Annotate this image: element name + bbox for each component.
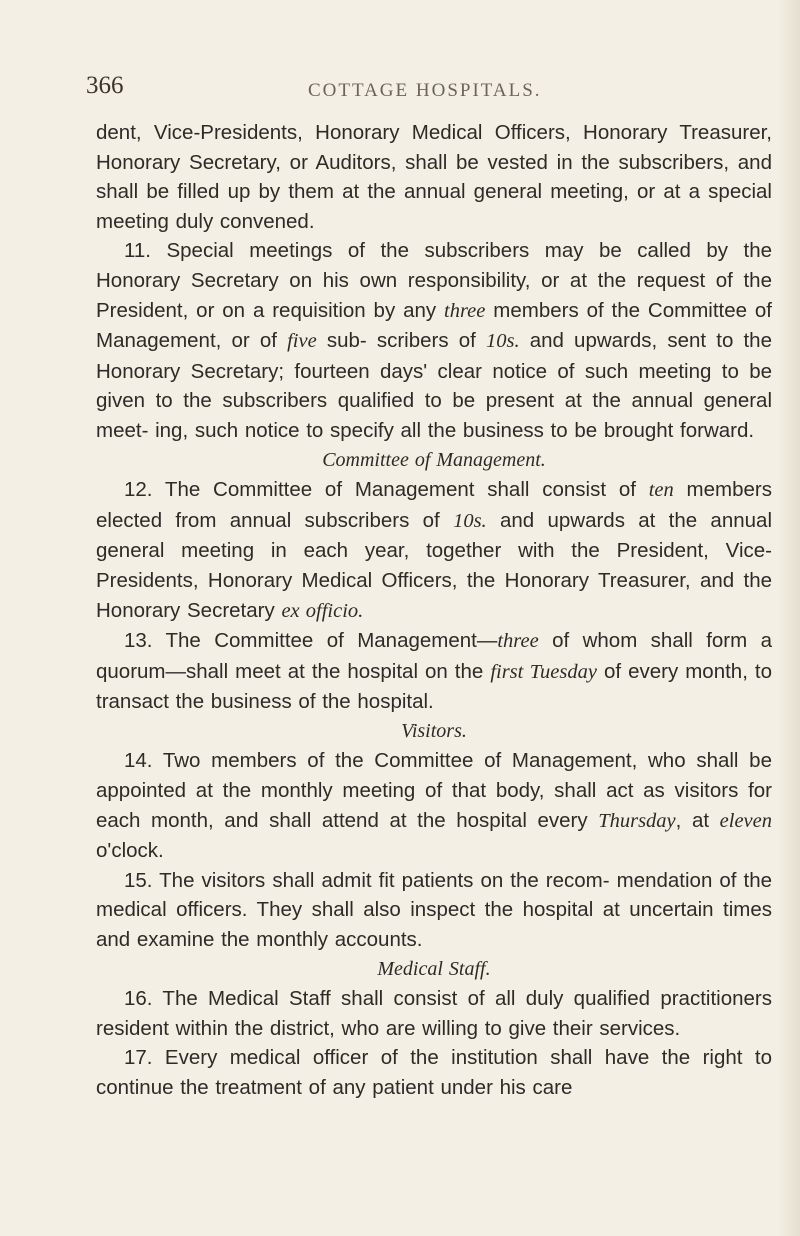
paragraph-12 bbox=[96, 475, 772, 626]
section-heading: Visitors. bbox=[401, 719, 467, 742]
paragraph-text: 17. Every medical officer of the institution shall have the right to continue the treatment of any patient under his care bbox=[96, 1046, 772, 1099]
paragraph-text: dent, Vice-Presidents, Honorary Medical Officers, Honorary Treasurer, Honorary Secretary, or Auditors, shall be vested in the subscribers, and shall be filled up by them at the annual general meeting, or at a special meeting duly convened. bbox=[96, 121, 772, 233]
paragraph-text: of whom shall form a quorum—shall meet at the hospital on the bbox=[96, 629, 772, 683]
paragraph-text: of every month, to transact the business of the hospital. bbox=[96, 659, 772, 714]
italic-text: eleven bbox=[719, 809, 772, 832]
paragraph-text: 16. The Medical Staff shall consist of all duly qualified practitioners resident within the district, who are willing to give their services. bbox=[96, 987, 772, 1040]
italic-text: first Tuesday bbox=[490, 660, 597, 683]
paragraph-text: , at bbox=[675, 808, 720, 832]
italic-text: five bbox=[287, 330, 317, 353]
paragraph-text: members of the Committee of Management, or of bbox=[96, 298, 772, 353]
italic-text: 10s. bbox=[453, 509, 487, 532]
paragraph-text: members elected from annual subscribers of bbox=[96, 478, 772, 532]
italic-text: three bbox=[497, 630, 539, 653]
paragraph-17 bbox=[96, 1043, 772, 1102]
italic-text: three bbox=[444, 299, 486, 322]
paragraph-text: 15. The visitors shall admit fit patients on the recom- mendation of the medical officers. They shall also inspect the hospital at uncertain times and examine the monthly accounts. bbox=[96, 868, 772, 952]
paragraph-text: 11. Special meetings of the subscribers may be called by the Honorary Secretary on his own responsibility, or at the request of the President, or on a requisition by any bbox=[96, 239, 772, 322]
paragraph-15 bbox=[96, 866, 772, 955]
running-title: COTTAGE HOSPITALS. bbox=[308, 80, 542, 101]
page-number: 366 bbox=[86, 72, 124, 99]
paragraph-16 bbox=[96, 984, 772, 1043]
paragraph-text: and upwards at the annual general meeting in each year, together with the President, Vice-Presidents, Honorary Medical Officers, the Honorary Treasurer, and the Honorary Secretary bbox=[96, 508, 772, 622]
section-heading: Committee of Management. bbox=[322, 448, 546, 471]
paragraph-text: 12. The Committee of Management shall consist of bbox=[124, 478, 649, 502]
paragraph-text: 14. Two members of the Committee of Management, who shall be appointed at the monthly meeting of that body, shall act as visitors for each month, and shall attend at the hospital every bbox=[96, 749, 772, 832]
paragraph-continuation bbox=[96, 118, 772, 236]
paragraph-text: and upwards, sent to the Honorary Secretary; fourteen days' clear notice of such meeting to be given to the subscribers qualified to be present at the annual general meet- ing, such notice to specify all the business to be brought forward. bbox=[96, 329, 772, 442]
paragraph-11 bbox=[96, 236, 772, 445]
paragraph-text: o'clock. bbox=[96, 839, 164, 863]
page-edge-shadow bbox=[778, 0, 800, 1236]
paragraph-13 bbox=[96, 626, 772, 717]
italic-text: 10s. bbox=[485, 330, 520, 353]
body-text bbox=[96, 118, 772, 1103]
paragraph-14 bbox=[96, 746, 772, 865]
section-heading: Medical Staff. bbox=[377, 957, 491, 980]
italic-text: Thursday bbox=[598, 809, 676, 832]
running-head bbox=[86, 72, 766, 108]
paragraph-text: 13. The Committee of Management— bbox=[124, 629, 498, 653]
italic-text: ten bbox=[648, 479, 674, 502]
italic-text: ex officio. bbox=[281, 599, 364, 622]
paragraph-text: sub- scribers of bbox=[316, 329, 486, 353]
